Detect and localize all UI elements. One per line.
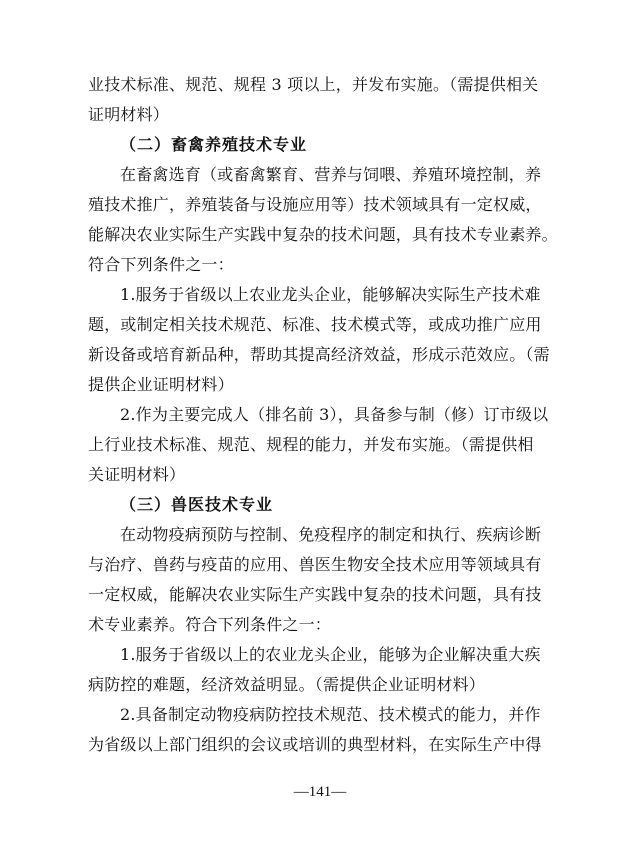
text-line: 新设备或培育新品种，帮助其提高经济效益，形成示范效应。（需 <box>88 345 550 364</box>
text-line: 在动物疫病预防与控制、免疫程序的制定和执行、疾病诊断 <box>120 525 542 544</box>
text-line: 提供企业证明材料） <box>88 375 234 394</box>
text-line: 上行业技术标准、规范、规程的能力，并发布实施。（需提供相 <box>88 435 534 454</box>
text-line: 业技术标准、规范、规程 3 项以上，并发布实施。（需提供相关 <box>88 75 539 94</box>
text-line: 2.作为主要完成人（排名前 3），具备参与制（修）订市级以 <box>120 405 549 424</box>
text-line: 题，或制定相关技术规范、标准、技术模式等，或成功推广应用 <box>88 315 542 334</box>
document-body <box>88 70 560 760</box>
text-line: 能解决农业实际生产实践中复杂的技术问题，具有技术专业素养。 <box>88 225 558 244</box>
text-line: 一定权威，能解决农业实际生产实践中复杂的技术问题，具有技 <box>88 585 542 604</box>
text-line: 病防控的难题，经济效益明显。（需提供企业证明材料） <box>88 675 486 694</box>
text-line: 证明材料） <box>88 105 170 124</box>
text-line: 关证明材料） <box>88 465 186 484</box>
text-line: 殖技术推广，养殖装备与设施应用等）技术领域具有一定权威， <box>88 195 542 214</box>
text-line: 与治疗、兽药与疫苗的应用、兽医生物安全技术应用等领域具有 <box>88 555 542 574</box>
text-line: 符合下列条件之一： <box>88 255 234 274</box>
text-line: 2.具备制定动物疫病防控技术规范、技术模式的能力，并作 <box>120 705 541 724</box>
page-number: —141— <box>293 784 347 800</box>
section-heading: （二）畜禽养殖技术专业 <box>120 135 308 154</box>
text-line: 术专业素养。符合下列条件之一： <box>88 615 332 634</box>
section-heading: （三）兽医技术专业 <box>120 495 274 514</box>
text-line: 为省级以上部门组织的会议或培训的典型材料，在实际生产中得 <box>88 735 542 754</box>
text-line: 1.服务于省级以上农业龙头企业，能够解决实际生产技术难 <box>120 285 541 304</box>
text-line: 在畜禽选育（或畜禽繁育、营养与饲喂、养殖环境控制，养 <box>120 165 542 184</box>
text-line: 1.服务于省级以上的农业龙头企业，能够为企业解决重大疾 <box>120 645 541 664</box>
